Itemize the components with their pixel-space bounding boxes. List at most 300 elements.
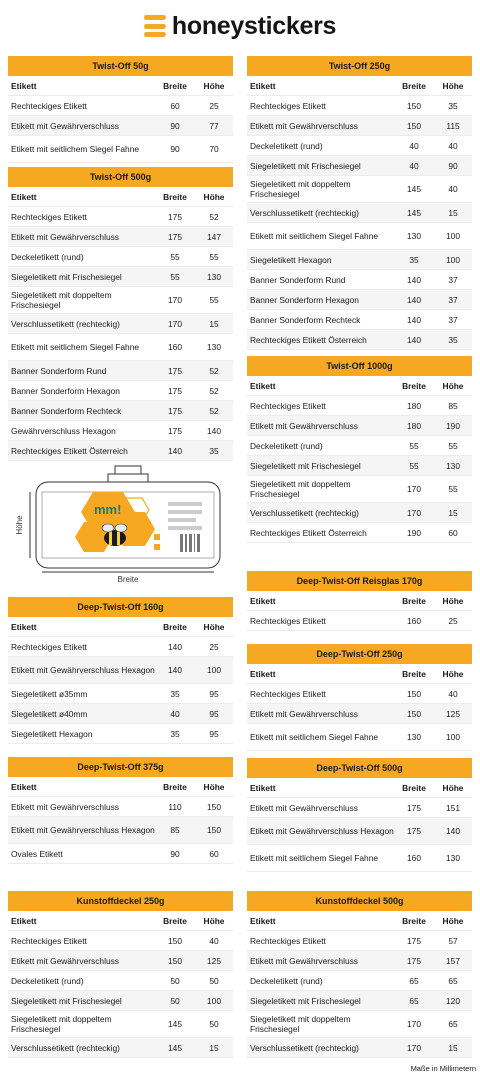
height-cell: 25 [209,641,219,652]
height-cell: 50 [209,1019,219,1029]
column-header: Höhe [442,595,464,606]
label-name-cell: Siegeletikett ø40mm [11,708,88,719]
table-column-headers [247,911,472,931]
width-cell: 140 [168,665,182,675]
column-header: Breite [163,80,187,91]
table-twist-off-250g [247,56,472,350]
column-header: Höhe [203,781,225,792]
width-cell: 150 [168,955,182,966]
table-row [247,250,472,270]
column-header: Etikett [11,191,37,202]
width-cell: 150 [407,120,421,131]
table-column-headers [8,76,233,96]
height-cell: 150 [207,801,221,812]
brand-header [0,8,480,44]
label-name-cell: Siegeletikett ø35mm [11,688,88,699]
label-name-cell: Verschlussetikett (rechteckig) [250,1042,359,1053]
table-row [247,1038,472,1058]
table-row [247,971,472,991]
table-row [247,270,472,290]
height-cell: 35 [209,445,219,456]
table-row [247,310,472,330]
label-name-cell: Rechteckiges Etikett [11,211,87,222]
table-row [247,503,472,523]
column-header: Etikett [250,380,276,391]
column-header: Höhe [442,782,464,793]
label-name-cell: Etikett mit Gewährverschluss [250,708,358,719]
table-row [8,116,233,136]
width-cell: 160 [168,342,182,352]
table-deep-twist-off-375g [8,757,233,864]
table-row [8,441,233,461]
table-row [8,971,233,991]
label-name-cell: Rechteckiges Etikett Österreich [11,445,128,456]
table-title: Deep-Twist-Off 375g [8,757,233,777]
label-name-cell: Etikett mit Gewährverschluss [250,955,358,966]
width-cell: 175 [168,425,182,436]
column-header: Breite [402,915,426,926]
label-name-cell: Etikett mit Gewährverschluss [250,420,358,431]
width-cell: 35 [409,254,419,265]
column-header: Etikett [250,782,276,793]
label-name-cell: Etikett mit Gewährverschluss [11,955,119,966]
height-cell: 52 [209,385,219,396]
label-name-cell: Siegeletikett mit Frischesiegel [250,460,361,471]
width-cell: 170 [168,318,182,329]
table-row [247,991,472,1011]
height-cell: 130 [446,460,460,471]
table-title: Twist-Off 500g [8,167,233,187]
width-cell: 180 [407,420,421,431]
table-kunststoffdeckel-500g [247,891,472,1058]
table-row [247,436,472,456]
height-cell: 65 [448,975,458,986]
label-name-cell: Banner Sonderform Hexagon [11,385,120,396]
width-cell: 170 [407,1019,421,1029]
table-row [8,421,233,441]
table-row [8,267,233,287]
width-cell: 160 [407,615,421,626]
label-name-cell: Etikett mit Gewährverschluss [11,801,119,812]
height-cell: 70 [209,144,219,154]
width-cell: 55 [170,271,180,282]
table-column-headers [247,778,472,798]
table-row [247,931,472,951]
height-cell: 130 [207,342,221,352]
table-column-headers [8,187,233,207]
column-header: Höhe [442,380,464,391]
column-header: Breite [402,668,426,679]
height-cell: 50 [209,975,219,986]
width-cell: 40 [409,140,419,151]
table-title: Deep-Twist-Off 160g [8,597,233,617]
table-kunststoffdeckel-250g [8,891,233,1058]
units-footnote: Maße in Millimetern [410,1064,476,1073]
width-cell: 85 [170,825,180,835]
table-row [8,96,233,116]
label-name-cell: Verschlussetikett (rechteckig) [11,318,120,329]
height-cell: 15 [448,507,458,518]
width-cell: 180 [407,400,421,411]
table-column-headers [247,664,472,684]
column-header: Breite [163,915,187,926]
label-name-cell: Siegeletikett mit doppeltem Frischesiegel [11,290,112,310]
width-cell: 150 [168,935,182,946]
height-cell: 15 [209,1042,219,1053]
honeycomb-bars-icon [144,15,166,37]
width-cell: 175 [407,826,421,836]
label-name-cell: Etikett mit seitlichem Siegel Fahne [11,144,140,154]
width-cell: 170 [168,295,182,305]
table-row [8,637,233,657]
width-cell: 130 [407,732,421,742]
label-name-cell: Etikett mit seitlichem Siegel Fahne [250,732,379,742]
width-cell: 150 [407,100,421,111]
jar-label-illustration [8,462,233,586]
label-name-cell: Banner Sonderform Rund [11,365,107,376]
label-name-cell: Siegeletikett Hexagon [11,728,93,739]
table-column-headers [8,617,233,637]
label-name-cell: Siegeletikett mit Frischesiegel [11,271,122,282]
width-cell: 90 [170,144,180,154]
height-cell: 40 [209,935,219,946]
label-name-cell: Rechteckiges Etikett [250,615,326,626]
label-name-cell: Etikett mit Gewährverschluss Hexagon [250,826,394,836]
table-row [247,176,472,203]
height-cell: 55 [209,295,219,305]
table-row [247,96,472,116]
table-row [247,203,472,223]
column-header: Breite [402,380,426,391]
height-cell: 100 [207,995,221,1006]
table-row [8,136,233,163]
label-name-cell: Siegeletikett mit doppeltem Frischesiegel [11,1014,112,1034]
height-cell: 15 [448,1042,458,1053]
table-deep-twist-off-250g [247,644,472,751]
height-cell: 60 [448,527,458,538]
label-name-cell: Siegeletikett mit doppeltem Frischesiegel [250,179,351,199]
label-name-cell: Banner Sonderform Rechteck [250,314,361,325]
column-header: Etikett [11,80,37,91]
label-name-cell: Deckeletikett (rund) [11,251,84,262]
label-name-cell: Deckeletikett (rund) [250,140,323,151]
label-name-cell: Deckeletikett (rund) [11,975,84,986]
width-cell: 40 [170,708,180,719]
width-cell: 140 [168,641,182,652]
table-row [247,456,472,476]
label-name-cell: Banner Sonderform Rund [250,274,346,285]
label-name-cell: Verschlussetikett (rechteckig) [250,207,359,218]
table-row [8,991,233,1011]
table-deep-twist-off-500g [247,758,472,872]
label-name-cell: Etikett mit Gewährverschluss [11,120,119,131]
height-cell: 90 [448,160,458,171]
table-row [247,136,472,156]
height-cell: 140 [207,425,221,436]
width-cell: 55 [409,460,419,471]
table-row [8,797,233,817]
column-header: Etikett [11,781,37,792]
table-twist-off-1000g [247,356,472,543]
table-row [247,798,472,818]
table-row [8,684,233,704]
height-cell: 35 [448,334,458,345]
height-cell: 77 [209,120,219,131]
height-cell: 125 [446,708,460,719]
height-cell: 15 [209,318,219,329]
label-name-cell: Etikett mit seitlichem Siegel Fahne [250,231,379,241]
height-cell: 55 [209,251,219,262]
table-row [8,657,233,684]
width-cell: 175 [407,802,421,813]
table-row [247,818,472,845]
height-cell: 40 [448,140,458,151]
table-row [8,931,233,951]
width-cell: 50 [170,995,180,1006]
column-header: Etikett [250,595,276,606]
height-cell: 85 [448,400,458,411]
width-cell: 145 [407,184,421,194]
column-header: Höhe [442,668,464,679]
width-cell: 90 [170,848,180,859]
label-name-cell: Siegeletikett mit Frischesiegel [11,995,122,1006]
table-row [8,227,233,247]
table-row [247,845,472,872]
label-name-cell: Ovales Etikett [11,848,63,859]
label-name-cell: Rechteckiges Etikett [11,100,87,111]
label-name-cell: Etikett mit Gewährverschluss [250,120,358,131]
table-column-headers [247,376,472,396]
label-name-cell: Rechteckiges Etikett Österreich [250,527,367,538]
brand-name: honeystickers [171,11,337,40]
height-cell: 95 [209,688,219,699]
height-cell: 140 [446,826,460,836]
table-column-headers [8,911,233,931]
height-cell: 100 [446,231,460,241]
table-row [247,724,472,751]
table-title: Twist-Off 250g [247,56,472,76]
label-name-cell: Rechteckiges Etikett [11,935,87,946]
height-cell: 120 [446,995,460,1006]
table-twist-off-500g [8,167,233,461]
table-row [8,844,233,864]
column-header: Breite [402,80,426,91]
table-deep-twist-off-160g [8,597,233,744]
table-row [8,1038,233,1058]
table-row [247,611,472,631]
table-row [247,684,472,704]
table-row [247,416,472,436]
table-row [8,951,233,971]
label-name-cell: Etikett mit seitlichem Siegel Fahne [11,342,140,352]
label-name-cell: Banner Sonderform Rechteck [11,405,122,416]
table-row [247,116,472,136]
label-name-cell: Etikett mit Gewährverschluss [250,802,358,813]
column-header: Breite [163,191,187,202]
height-cell: 40 [448,184,458,194]
height-cell: 60 [209,848,219,859]
label-name-cell: Rechteckiges Etikett Österreich [250,334,367,345]
jar-diagram [8,462,233,586]
width-cell: 175 [168,365,182,376]
label-name-cell: Rechteckiges Etikett [250,688,326,699]
height-cell: 125 [207,955,221,966]
width-cell: 130 [407,231,421,241]
height-cell: 100 [446,254,460,265]
height-cell: 100 [207,665,221,675]
height-cell: 40 [448,688,458,699]
width-cell: 170 [407,1042,421,1053]
label-name-cell: Verschlussetikett (rechteckig) [11,1042,120,1053]
height-cell: 57 [448,935,458,946]
width-cell: 50 [170,975,180,986]
width-cell: 175 [168,231,182,242]
width-cell: 140 [168,445,182,456]
column-header: Breite [402,595,426,606]
width-cell: 175 [168,405,182,416]
width-cell: 140 [407,334,421,345]
table-title: Kunstoffdeckel 250g [8,891,233,911]
width-cell: 190 [407,527,421,538]
table-row [8,247,233,267]
height-cell: 151 [446,802,460,813]
table-row [247,223,472,250]
table-row [247,951,472,971]
table-row [8,724,233,744]
width-cell: 140 [407,274,421,285]
sticker-text: mm! [94,502,122,517]
height-cell: 52 [209,405,219,416]
table-row [8,704,233,724]
height-cell: 55 [448,484,458,494]
label-name-cell: Siegeletikett mit Frischesiegel [250,995,361,1006]
table-row [8,207,233,227]
width-cell: 140 [407,314,421,325]
table-row [247,1011,472,1038]
width-cell: 175 [407,935,421,946]
height-cell: 35 [448,100,458,111]
height-cell: 157 [446,955,460,966]
table-row [8,287,233,314]
table-row [8,361,233,381]
width-cell: 55 [409,440,419,451]
height-cell: 147 [207,231,221,242]
width-cell: 65 [409,975,419,986]
height-cell: 52 [209,365,219,376]
label-name-cell: Deckeletikett (rund) [250,975,323,986]
height-cell: 95 [209,708,219,719]
table-title: Deep-Twist-Off 250g [247,644,472,664]
label-name-cell: Gewährverschluss Hexagon [11,425,116,436]
table-row [8,381,233,401]
table-row [247,330,472,350]
width-cell: 110 [168,801,182,812]
width-cell: 160 [407,853,421,863]
column-header: Etikett [250,80,276,91]
width-cell: 145 [168,1042,182,1053]
label-name-cell: Etikett mit Gewährverschluss Hexagon [11,825,155,835]
height-cell: 37 [448,274,458,285]
table-column-headers [8,777,233,797]
table-row [247,476,472,503]
table-title: Twist-Off 1000g [247,356,472,376]
width-cell: 55 [170,251,180,262]
table-row [247,523,472,543]
table-row [8,1011,233,1038]
label-name-cell: Etikett mit Gewährverschluss [11,231,119,242]
height-cell: 25 [209,100,219,111]
width-cell: 140 [407,294,421,305]
table-row [8,314,233,334]
label-name-cell: Siegeletikett mit doppeltem Frischesiegel [250,479,351,499]
height-cell: 37 [448,314,458,325]
table-row [8,817,233,844]
width-cell: 35 [170,728,180,739]
width-cell: 150 [407,688,421,699]
column-header: Höhe [442,915,464,926]
label-name-cell: Banner Sonderform Hexagon [250,294,359,305]
width-cell: 145 [407,207,421,218]
height-cell: 95 [209,728,219,739]
table-column-headers [247,76,472,96]
width-cell: 65 [409,995,419,1006]
label-name-cell: Verschlussetikett (rechteckig) [250,507,359,518]
height-cell: 15 [448,207,458,218]
label-name-cell: Siegeletikett mit Frischesiegel [250,160,361,171]
table-row [247,156,472,176]
height-cell: 130 [207,271,221,282]
width-cell: 175 [407,955,421,966]
height-cell: 115 [446,120,460,131]
table-title: Kunstoffdeckel 500g [247,891,472,911]
width-cell: 90 [170,120,180,131]
height-cell: 130 [446,853,460,863]
width-cell: 145 [168,1019,182,1029]
label-name-cell: Siegeletikett mit doppeltem Frischesiegel [250,1014,351,1034]
column-header: Breite [402,782,426,793]
label-name-cell: Rechteckiges Etikett [250,935,326,946]
table-row [8,334,233,361]
column-header: Höhe [203,191,225,202]
width-cell: 40 [409,160,419,171]
table-row [8,401,233,421]
table-row [247,396,472,416]
column-header: Höhe [442,80,464,91]
width-cell: 175 [168,385,182,396]
width-cell: 150 [407,708,421,719]
height-cell: 65 [448,1019,458,1029]
width-cell: 175 [168,211,182,222]
column-header: Höhe [203,915,225,926]
column-header: Etikett [250,915,276,926]
column-header: Etikett [11,621,37,632]
column-header: Höhe [203,621,225,632]
column-header: Breite [163,781,187,792]
width-cell: 170 [407,507,421,518]
width-cell: 35 [170,688,180,699]
table-title: Twist-Off 50g [8,56,233,76]
table-title: Deep-Twist-Off 500g [247,758,472,778]
height-cell: 190 [446,420,460,431]
table-row [247,704,472,724]
table-row [247,290,472,310]
label-name-cell: Etikett mit seitlichem Siegel Fahne [250,853,379,863]
height-cell: 25 [448,615,458,626]
width-cell: 170 [407,484,421,494]
table-deep-twist-off-reisglas-170g [247,571,472,631]
label-name-cell: Etikett mit Gewährverschluss Hexagon [11,665,155,675]
table-column-headers [247,591,472,611]
